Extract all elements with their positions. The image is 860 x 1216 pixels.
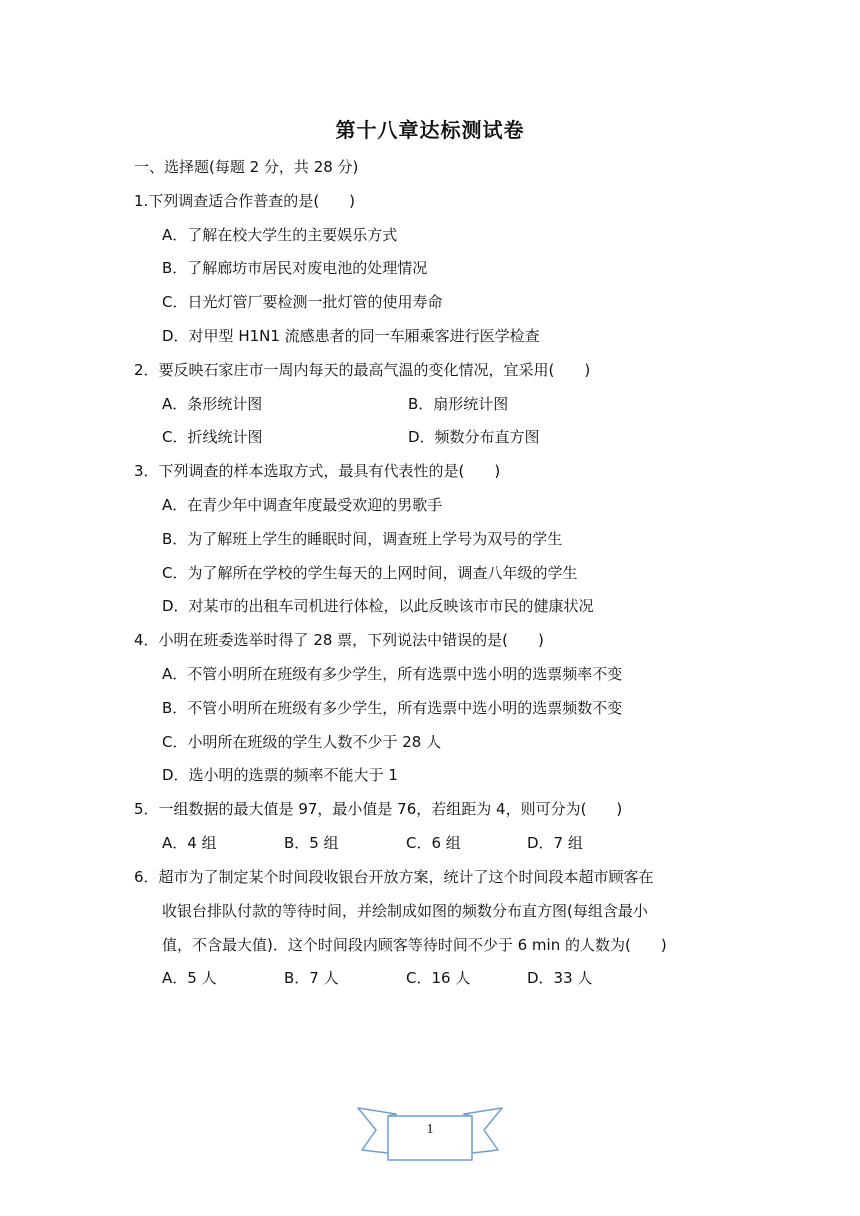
- question-6-option-d: D．33 人: [527, 969, 593, 987]
- page-title: 第十八章达标测试卷: [335, 118, 525, 142]
- question-3-option-b: B．为了解班上学生的睡眠时间，调查班上学号为双号的学生: [162, 530, 563, 548]
- question-5-option-a: A．4 组: [162, 834, 217, 852]
- question-5-stem: 5．一组数据的最大值是 97，最小值是 76，若组距为 4，则可分为( ): [134, 800, 623, 818]
- question-2-option-c: C．折线统计图: [162, 428, 263, 446]
- question-1-stem: 1.下列调查适合作普查的是( ): [134, 192, 356, 210]
- question-1-option-c: C．日光灯管厂要检测一批灯管的使用寿命: [162, 293, 443, 311]
- question-6-stem-line-3: 值，不含最大值)．这个时间段内顾客等待时间不少于 6 min 的人数为( ): [162, 936, 667, 954]
- question-6-option-a: A．5 人: [162, 969, 217, 987]
- question-2-option-a: A．条形统计图: [162, 395, 263, 413]
- question-4-option-d: D．选小明的选票的频率不能大于 1: [162, 766, 398, 784]
- question-3-stem: 3．下列调查的样本选取方式，最具有代表性的是( ): [134, 462, 501, 480]
- question-2-option-d: D．频数分布直方图: [408, 428, 540, 446]
- question-4-option-a: A．不管小明所在班级有多少学生，所有选票中选小明的选票频率不变: [162, 665, 623, 683]
- question-3-option-c: C．为了解所在学校的学生每天的上网时间，调查八年级的学生: [162, 564, 578, 582]
- page-number: 1: [426, 1122, 434, 1137]
- question-6-option-b: B．7 人: [284, 969, 339, 987]
- question-2-option-b: B．扇形统计图: [408, 395, 509, 413]
- question-3-option-d: D．对某市的出租车司机进行体检，以此反映该市市民的健康状况: [162, 597, 594, 615]
- question-2-stem: 2．要反映石家庄市一周内每天的最高气温的变化情况，宜采用( ): [134, 361, 591, 379]
- section-heading: 一、选择题(每题 2 分，共 28 分): [134, 158, 359, 176]
- question-4-stem: 4．小明在班委选举时得了 28 票，下列说法中错误的是( ): [134, 631, 544, 649]
- question-6-stem: 6．超市为了制定某个时间段收银台开放方案，统计了这个时间段本超市顾客在: [134, 868, 654, 886]
- question-3-option-a: A．在青少年中调查年度最受欢迎的男歌手: [162, 496, 443, 514]
- question-6-option-c: C．16 人: [406, 969, 471, 987]
- question-1-option-b: B．了解廊坊市居民对废电池的处理情况: [162, 259, 428, 277]
- question-1-option-d: D．对甲型 H1N1 流感患者的同一车厢乘客进行医学检查: [162, 327, 540, 345]
- question-1-option-a: A．了解在校大学生的主要娱乐方式: [162, 226, 398, 244]
- question-6-stem-line-2: 收银台排队付款的等待时间，并绘制成如图的频数分布直方图(每组含最小: [162, 902, 648, 920]
- question-5-option-b: B．5 组: [284, 834, 339, 852]
- question-5-option-c: C．6 组: [406, 834, 461, 852]
- question-4-option-b: B．不管小明所在班级有多少学生，所有选票中选小明的选票频数不变: [162, 699, 623, 717]
- question-5-option-d: D．7 组: [527, 834, 583, 852]
- question-4-option-c: C．小明所在班级的学生人数不少于 28 人: [162, 733, 442, 751]
